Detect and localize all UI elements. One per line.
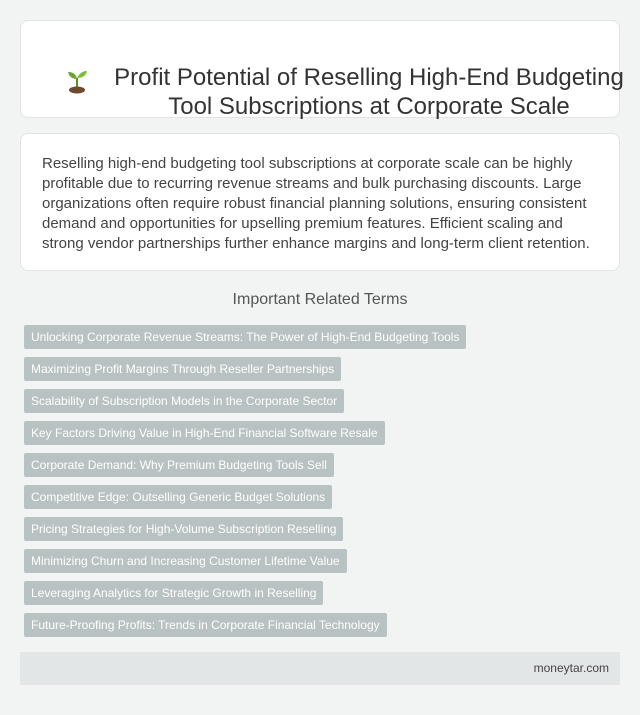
title-card xyxy=(20,20,624,120)
related-terms-list xyxy=(24,325,624,645)
summary-card xyxy=(20,133,620,271)
related-term-tag[interactable]: Future-Proofing Profits: Trends in Corporate Financial Technology xyxy=(24,613,387,637)
related-term-tag[interactable]: Pricing Strategies for High-Volume Subscription Reselling xyxy=(24,517,343,541)
related-term-tag[interactable]: Scalability of Subscription Models in the Corporate Sector xyxy=(24,389,344,413)
footer xyxy=(20,652,620,685)
page-title: Profit Potential of Reselling High-End Budgeting Tool Subscriptions at Corporate Scale xyxy=(114,64,624,120)
related-term-tag[interactable]: Competitive Edge: Outselling Generic Budget Solutions xyxy=(24,485,332,509)
related-terms-heading: Important Related Terms xyxy=(232,291,408,308)
related-term-tag[interactable]: Corporate Demand: Why Premium Budgeting Tools Sell xyxy=(24,453,334,477)
related-term-tag[interactable]: Minimizing Churn and Increasing Customer Lifetime Value xyxy=(24,549,347,573)
related-term-tag[interactable]: Maximizing Profit Margins Through Reseller Partnerships xyxy=(24,357,341,381)
summary-text: Reselling high-end budgeting tool subscriptions at corporate scale can be highly profitable due to recurring revenue streams and bulk purchasing discounts. Large organizations often require robust financial planning solutions, ensuring consistent demand and opportunities for upselling premium features. Efficient scaling and strong vendor partnerships further enhance margins and long-term client retention. xyxy=(42,155,590,252)
seedling-icon xyxy=(65,66,89,94)
footer-site: moneytar.com xyxy=(533,661,609,675)
related-term-tag[interactable]: Leveraging Analytics for Strategic Growth in Reselling xyxy=(24,581,323,605)
related-term-tag[interactable]: Key Factors Driving Value in High-End Financial Software Resale xyxy=(24,421,385,445)
related-term-tag[interactable]: Unlocking Corporate Revenue Streams: The Power of High-End Budgeting Tools xyxy=(24,325,466,349)
